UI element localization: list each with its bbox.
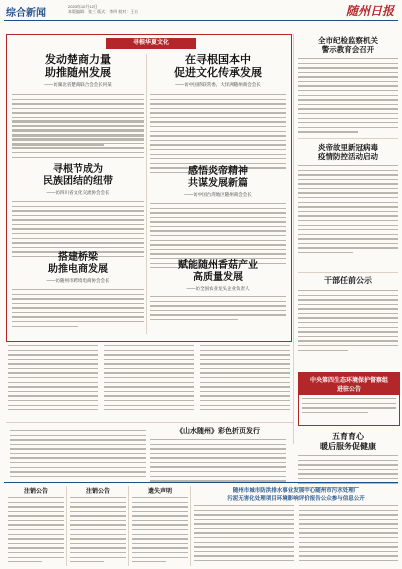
article-title-line2: 助推随州发展 (45, 67, 111, 79)
article-title: 感悟炎帝精神 (188, 166, 248, 177)
article-subtitle: ——访中国侨联常委、大洋洲随州商会会长 (175, 82, 261, 87)
article-subtitle: ——访湖北省楚商联合会会长何某 (44, 82, 112, 87)
bottom-left-text (10, 430, 146, 480)
notice-title: 注销公告 (23, 489, 48, 495)
notice-2[interactable] (70, 486, 126, 566)
article-title: 发动楚商力量 (45, 54, 111, 66)
continued-text (8, 345, 290, 414)
masthead: 随州日报 (345, 4, 394, 18)
right-article-4[interactable] (298, 372, 400, 426)
column-divider (146, 54, 147, 334)
article-title-line2: 助推电商发展 (48, 264, 108, 275)
article-3[interactable] (12, 120, 144, 261)
article-title: 寻根节成为 (53, 164, 103, 176)
article-title: 炎帝故里新冠病毒 (318, 143, 378, 152)
article-title-line2: 促进文化传承发展 (174, 67, 262, 79)
article-title-line2: 暖后服务促健康 (320, 442, 376, 451)
bottom-feature-body (150, 439, 286, 482)
article-title-line2: 疫情防控活动启动 (318, 152, 378, 161)
article-title: 搭建桥梁 (58, 252, 98, 263)
notice-divider (66, 486, 67, 566)
notice-title-line2: 进驻公告 (336, 387, 361, 393)
bottom-feature-title: 《山水随州》彩色折页发行 (176, 428, 260, 435)
feature-banner: 寻根华夏文化 (106, 38, 196, 49)
notice-title: 中央第四生态环境保护督察组 (309, 378, 388, 384)
editor-text: 本版编辑：张三 版式：李四 校对：王五 (68, 9, 139, 14)
article-body (298, 165, 398, 253)
notice-title: 随州市城市防洪排水事业发展中心随州市污水处理厂 (232, 488, 360, 494)
article-title: 赋能随州香菇产业 (178, 260, 258, 271)
article-body (298, 58, 398, 133)
article-body (298, 290, 398, 351)
article-body (12, 289, 144, 327)
right-column-divider (293, 34, 294, 444)
bottom-rule (6, 422, 294, 423)
article-body (150, 296, 286, 320)
notice-title-line2: 污泥无害化处理项目环境影响评价报告公众参与信息公开 (227, 496, 365, 502)
right-divider (298, 272, 398, 273)
article-title: 全市纪检监察机关 (318, 36, 378, 45)
article-subtitle: ——访中国台湾地区随州商会会长 (184, 192, 252, 197)
notice-title: 遗失声明 (147, 489, 172, 495)
article-subtitle: ——访全国农业龙头企业负责人 (186, 286, 250, 291)
article-title: 干部任前公示 (324, 276, 372, 285)
article-title-line2: 高质量发展 (193, 272, 243, 283)
right-divider (298, 138, 398, 139)
notice-3[interactable] (132, 486, 188, 566)
right-article-3[interactable] (298, 276, 398, 354)
article-6[interactable] (150, 260, 286, 323)
article-2[interactable] (150, 54, 286, 176)
article-body (150, 203, 286, 268)
page-header (0, 0, 402, 26)
notice-divider (128, 486, 129, 566)
article-title-line2: 共谋发展新篇 (188, 178, 248, 189)
section-title: 综合新闻 (6, 8, 46, 19)
article-body (298, 455, 398, 488)
article-body (150, 94, 286, 173)
article-title: 五育育心 (332, 432, 364, 441)
right-article-1[interactable] (298, 36, 398, 136)
notice-body (299, 395, 399, 419)
notices-rule (4, 482, 398, 483)
notice-divider (190, 486, 191, 566)
article-4[interactable] (150, 166, 286, 272)
article-subtitle: ——访四川省文化交流协会会长 (46, 190, 110, 196)
article-body-top (12, 120, 144, 158)
notice-header (299, 373, 399, 395)
article-title-line2: 警示教育会召开 (321, 45, 375, 54)
article-title-line2: 民族团结的纽带 (43, 176, 113, 188)
date-line (68, 4, 138, 14)
header-rule (4, 20, 398, 21)
right-article-2[interactable] (298, 143, 398, 257)
date-text: 2023年10月12日 (68, 4, 98, 9)
notice-1[interactable] (8, 486, 64, 566)
bottom-feature[interactable] (150, 426, 286, 485)
article-body (12, 201, 144, 257)
notice-4[interactable] (194, 486, 398, 565)
article-subtitle: ——访随州市跨境电商协会会长 (46, 278, 110, 283)
notice-title: 注销公告 (85, 489, 110, 495)
article-title: 在寻根国本中 (185, 54, 251, 66)
article-5[interactable] (12, 252, 144, 330)
